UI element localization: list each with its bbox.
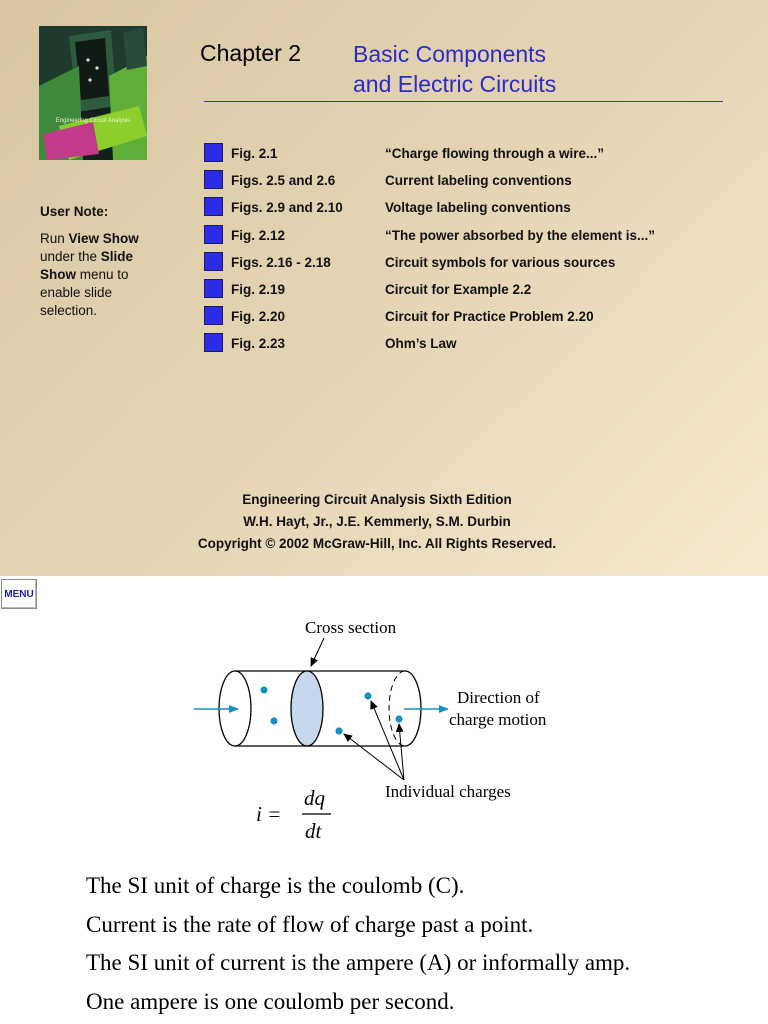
figure-list-item[interactable]	[204, 197, 744, 224]
cross-section-leader	[311, 638, 324, 666]
figure-description[interactable]: Ohm’s Law	[385, 336, 457, 352]
figure-number[interactable]: Figs. 2.9 and 2.10	[231, 200, 343, 216]
square-bullet-icon[interactable]	[204, 170, 223, 189]
square-bullet-icon[interactable]	[204, 252, 223, 271]
figure-list-item[interactable]	[204, 306, 744, 333]
user-note-body	[40, 230, 170, 320]
square-bullet-icon[interactable]	[204, 143, 223, 162]
figure-number[interactable]: Fig. 2.20	[231, 309, 286, 325]
statement-line: The SI unit of current is the ampere (A) or informally amp.	[86, 950, 631, 975]
user-note-menu-to: menu to enable slide selection.	[40, 267, 129, 318]
user-note	[40, 203, 170, 320]
menu-button[interactable]: MENU	[1, 579, 37, 609]
figure-number[interactable]: Figs. 2.5 and 2.6	[231, 173, 336, 189]
figure-number[interactable]: Fig. 2.19	[231, 281, 286, 297]
figure-description[interactable]: Voltage labeling conventions	[385, 200, 571, 216]
charge-dots	[260, 686, 402, 734]
square-bullet-icon[interactable]	[204, 306, 223, 325]
figure-list-item[interactable]	[204, 143, 744, 170]
credits	[0, 489, 768, 555]
title-divider	[204, 101, 723, 102]
square-bullet-icon[interactable]	[204, 279, 223, 298]
figure-description[interactable]: Circuit for Example 2.2	[385, 281, 532, 297]
cross-section-label: Cross section	[305, 618, 397, 637]
figure-number[interactable]: Fig. 2.1	[231, 146, 278, 161]
square-bullet-icon[interactable]	[204, 197, 223, 216]
equation-denominator: dt	[305, 819, 322, 843]
figure-description[interactable]: “Charge flowing through a wire...”	[385, 146, 605, 161]
chapter-title-line1: Basic Components	[353, 41, 547, 67]
figure-description[interactable]: Current labeling conventions	[385, 173, 572, 189]
figure-list-item[interactable]	[204, 333, 744, 360]
equation-numerator: dq	[304, 786, 325, 810]
chapter-title-line2: and Electric Circuits	[353, 71, 557, 97]
figure-number[interactable]: Figs. 2.16 - 2.18	[231, 254, 331, 270]
direction-label-line1: Direction of	[457, 688, 540, 707]
user-note-slide-show: Slide Show	[40, 249, 134, 282]
user-note-under-the: under the	[40, 249, 101, 264]
figure-list-item[interactable]	[204, 170, 744, 197]
chapter-label: Chapter 2	[200, 40, 302, 66]
statement-line: Current is the rate of flow of charge past a point.	[86, 911, 534, 937]
credits-line: W.H. Hayt, Jr., J.E. Kemmerly, S.M. Durbin	[243, 514, 511, 529]
current-equation	[256, 786, 331, 843]
user-note-view-show: View Show	[68, 231, 139, 246]
user-note-run: Run	[40, 231, 69, 246]
credits-line: Engineering Circuit Analysis Sixth Edition	[242, 492, 512, 507]
book-cover-image	[39, 26, 147, 160]
figure-list-item[interactable]	[204, 279, 744, 306]
statement-line: One ampere is one coulomb per second.	[86, 988, 455, 1014]
figure-list-item[interactable]	[204, 225, 744, 252]
book-cover-title: Engineering Circuit Analysis	[55, 118, 131, 124]
charges-leaders	[344, 701, 404, 780]
charges-label: Individual charges	[385, 782, 511, 801]
figure-description[interactable]: “The power absorbed by the element is...”	[385, 227, 656, 243]
direction-label-line2: charge motion	[449, 710, 547, 729]
statement-line: The SI unit of charge is the coulomb (C).	[86, 873, 465, 898]
credits-line: Copyright © 2002 McGraw-Hill, Inc. All Rights Reserved.	[197, 536, 557, 551]
square-bullet-icon[interactable]	[204, 333, 223, 352]
charge-flow-figure	[0, 576, 768, 866]
chapter-title	[353, 39, 556, 99]
figure-number[interactable]: Fig. 2.23	[231, 336, 286, 352]
figure-list	[204, 143, 744, 361]
cross-section-disk	[291, 671, 323, 746]
statements-list	[86, 870, 630, 1024]
square-bullet-icon[interactable]	[204, 225, 223, 244]
figure-description[interactable]: Circuit for Practice Problem 2.20	[385, 309, 594, 325]
content-slide	[0, 576, 768, 1024]
figure-number[interactable]: Fig. 2.12	[231, 227, 286, 243]
figure-description[interactable]: Circuit symbols for various sources	[385, 254, 616, 270]
figure-list-item[interactable]	[204, 252, 744, 279]
equation-lhs: i =	[256, 802, 282, 826]
user-note-heading: User Note:	[40, 204, 109, 219]
